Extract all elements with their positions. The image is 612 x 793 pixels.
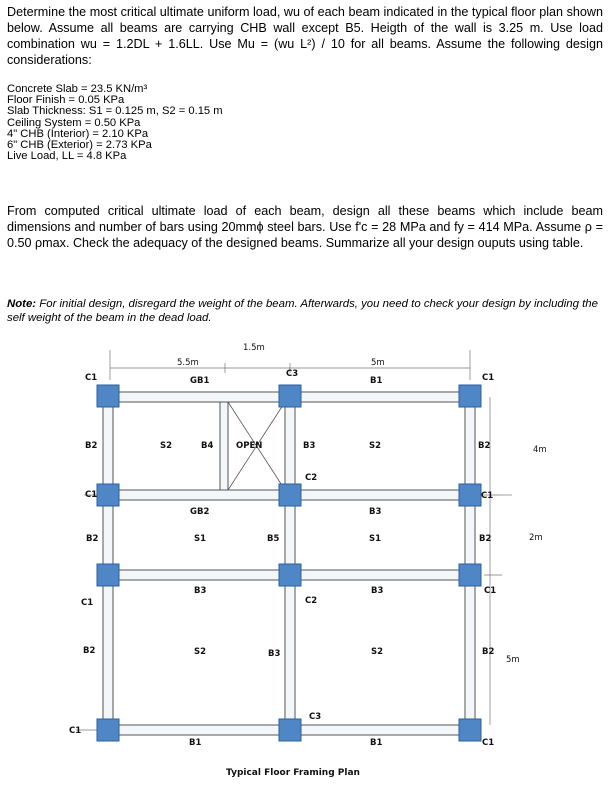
label-column: C2 (305, 596, 318, 606)
intro-text: Determine the most critical ultimate uniform load, wu of each beam indicated in the typical floor plan shown below. Assume all beams are carrying CHB wall except B5. Heigth of the wall is 3.25 m. Use load combination wu = 1.2DL + 1.6LL. Use Mu = (wu L²) / 10 for all beams. Assume the following design considerations: (7, 5, 603, 67)
label-beam: B2 (482, 647, 495, 657)
label-column: C1 (482, 738, 495, 748)
label-beam: B1 (370, 738, 383, 748)
design-task (7, 203, 603, 251)
label-column: C1 (85, 490, 98, 500)
dim-top-left: 5.5m (177, 358, 199, 368)
column-c2 (279, 564, 301, 586)
label-beam: B1 (370, 376, 383, 386)
label-beam: B2 (478, 441, 491, 451)
column-c1 (459, 385, 481, 407)
column-c3 (279, 719, 301, 741)
consideration-slab-thickness: Slab Thickness: S1 = 0.125 m, S2 = 0.15 m (7, 105, 223, 118)
beam-b4 (220, 402, 228, 490)
note-label: Note: (7, 298, 37, 310)
note-text: For initial design, disregard the weight of the beam. Afterwards, you need to check your design by including the self weight of the beam in the dead load. (7, 298, 598, 324)
dim-right-1: 4m (533, 445, 547, 455)
column-c1 (97, 564, 119, 586)
label-beam: B1 (189, 738, 202, 748)
column-c1 (97, 719, 119, 741)
dim-right-3: 5m (506, 655, 520, 665)
label-opening: OPEN (236, 441, 263, 451)
label-beam: B2 (86, 534, 99, 544)
label-column: C2 (305, 473, 318, 483)
label-beam: B2 (83, 646, 96, 656)
column-c1 (97, 385, 119, 407)
label-beam: GB2 (190, 507, 210, 517)
label-beam: B3 (303, 441, 316, 451)
column-c1 (459, 564, 481, 586)
column-c2 (279, 484, 301, 506)
label-column: C1 (81, 598, 94, 608)
label-slab: S2 (369, 441, 382, 451)
consideration-floor-finish: Floor Finish = 0.05 KPa (7, 94, 125, 107)
label-beam: B3 (371, 586, 384, 596)
label-beam: B3 (369, 507, 382, 517)
consideration-chb-exterior: 6" CHB (Exterior) = 2.73 KPa (7, 139, 152, 152)
label-beam: GB1 (190, 376, 210, 386)
consideration-chb-interior: 4" CHB (Interior) = 2.10 KPa (7, 127, 149, 140)
consideration-concrete: Concrete Slab = 23.5 KN/m³ (7, 83, 148, 95)
label-column: C1 (482, 373, 495, 383)
label-beam: B2 (479, 534, 492, 544)
dim-top-mid: 1.5m (243, 343, 265, 353)
consideration-ceiling: Ceiling System = 0.50 KPa (7, 116, 141, 129)
label-slab: S2 (194, 647, 207, 657)
label-beam: B3 (268, 649, 281, 659)
label-slab: S1 (369, 534, 382, 544)
label-beam: B3 (194, 586, 207, 596)
dim-right-2: 2m (529, 533, 543, 543)
label-beam: B4 (201, 441, 214, 451)
column-c1 (97, 484, 119, 506)
label-column: C3 (286, 369, 299, 379)
design-considerations (7, 84, 223, 162)
problem-intro (7, 4, 603, 68)
label-column: C1 (85, 373, 98, 383)
dim-top-right: 5m (371, 358, 385, 368)
consideration-live-load: Live Load, LL = 4.8 KPa (7, 150, 127, 163)
framing-plan (0, 330, 612, 793)
note (7, 297, 605, 325)
label-column: C1 (484, 586, 497, 596)
label-slab: S2 (371, 647, 384, 657)
label-beam: B2 (85, 441, 98, 451)
label-column: C1 (69, 726, 82, 736)
column-c1 (459, 484, 481, 506)
label-slab: S1 (194, 534, 207, 544)
column-c3 (279, 385, 301, 407)
label-column: C3 (309, 712, 322, 722)
label-column: C1 (481, 491, 494, 501)
plan-caption: Typical Floor Framing Plan (226, 768, 360, 778)
label-slab: S2 (160, 441, 173, 451)
column-c1 (459, 719, 481, 741)
design-task-text: From computed critical ultimate load of each beam, design all these beams which include beam dimensions and number of bars using 20mmϕ steel bars. Use f'c = 28 MPa and fy = 414 MPa. Assume ρ = 0.50 ρmax. Check the adequacy of the designed beams. Summarize all your design ouputs using table. (7, 204, 603, 250)
label-beam: B5 (267, 534, 280, 544)
